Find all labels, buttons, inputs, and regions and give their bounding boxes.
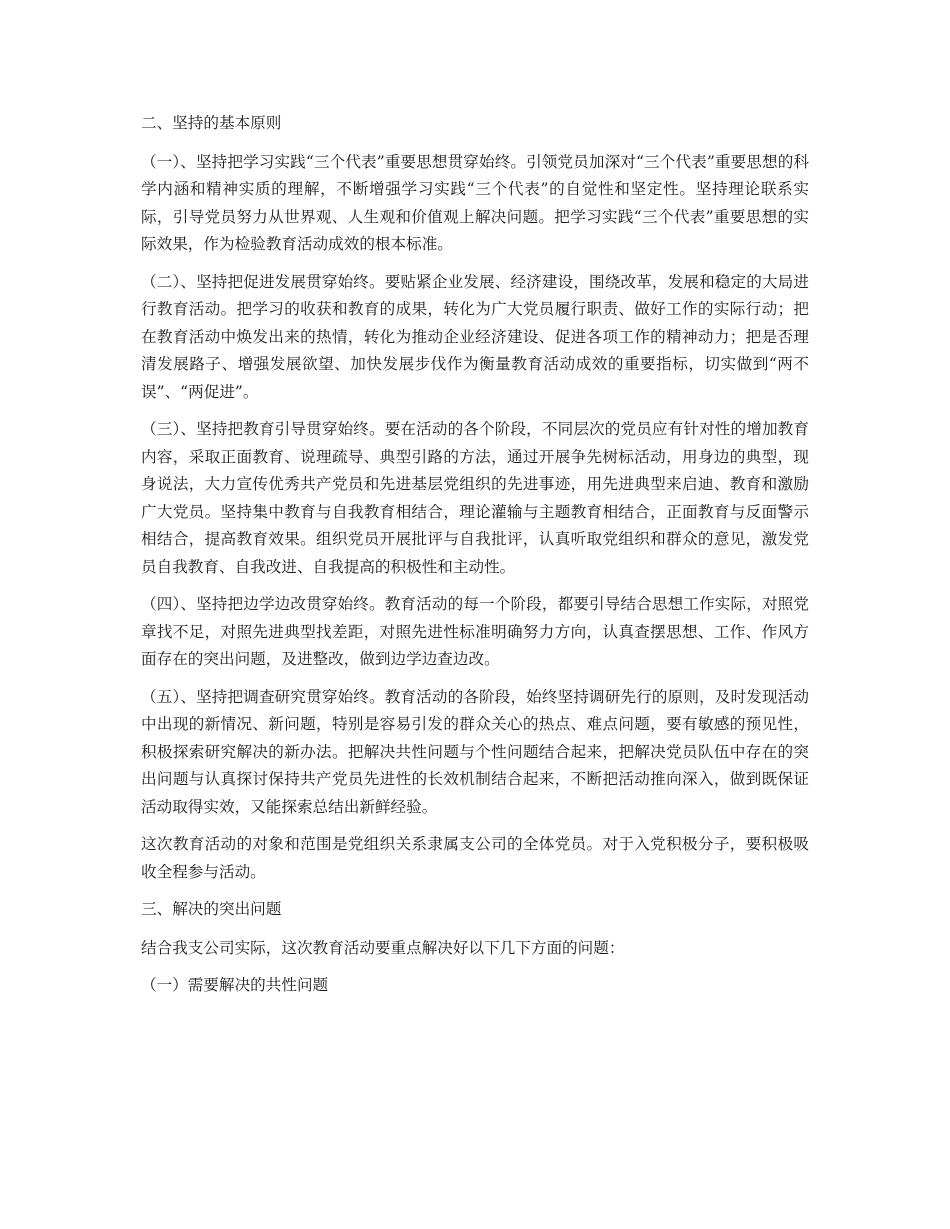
paragraph-principle-5: （五）、坚持把调查研究贯穿始终。教育活动的各阶段，始终坚持调研先行的原则，及时发现活动中出现的新情况、新问题，特别是容易引发的群众关心的热点、难点问题，要有敏感的预见性，积极探索研究解决的新办法。把解决共性问题与个性问题结合起来，把解决党员队伍中存在的突出问题与认真探讨保持共产党员先进性的长效机制结合起来，不断把活动推向深入，做到既保证活动取得实效，又能探索总结出新鲜经验。 <box>141 687 809 816</box>
paragraph-principle-4: （四）、坚持把边学边改贯穿始终。教育活动的每一个阶段，都要引导结合思想工作实际，对照党章找不足，对照先进典型找差距，对照先进性标准明确努力方向，认真查摆思想、工作、作风方面存在的突出问题，及进整改，做到边学边查边改。 <box>141 595 809 668</box>
subheading-common-problems: （一）需要解决的共性问题 <box>141 976 329 994</box>
paragraph-principle-2: （二）、坚持把促进发展贯穿始终。要贴紧企业发展、经济建设，围绕改革，发展和稳定的大局进行教育活动。把学习的收获和教育的成果，转化为广大党员履行职责、做好工作的实际行动；把在教育活动中焕发出来的热情，转化为推动企业经济建设、促进各项工作的精神动力；把是否理清发展路子、增强发展欲望、加快发展步伐作为衡量教育活动成效的重要指标，切实做到“两不误”、“两促进”。 <box>141 272 809 401</box>
paragraph-scope: 这次教育活动的对象和范围是党组织关系隶属支公司的全体党员。对于入党积极分子，要积极吸收全程参与活动。 <box>141 835 809 881</box>
paragraph-problems-intro: 结合我支公司实际，这次教育活动要重点解决好以下几下方面的问题： <box>141 938 625 957</box>
paragraph-principle-3: （三）、坚持把教育引导贯穿始终。要在活动的各个阶段，不同层次的党员应有针对性的增加教育内容，采取正面教育、说理疏导、典型引路的方法，通过开展争先树标活动，用身边的典型，现身说法，大力宣传优秀共产党员和先进基层党组织的先进事迹，用先进典型来启迪、教育和激励广大党员。坚持集中教育与自我教育相结合，理论灌输与主题教育相结合，正面教育与反面警示相结合，提高教育效果。组织党员开展批评与自我批评，认真听取党组织和群众的意见，激发党员自我教育、自我改进、自我提高的积极性和主动性。 <box>141 420 809 576</box>
document-page <box>141 110 809 1011</box>
paragraph-principle-1: （一）、坚持把学习实践“三个代表”重要思想贯穿始终。引领党员加深对“三个代表”重要思想的科学内涵和精神实质的理解，不断增强学习实践“三个代表”的自觉性和坚定性。坚持理论联系实际，引导党员努力从世界观、人生观和价值观上解决问题。把学习实践“三个代表”重要思想的实际效果，作为检验教育活动成效的根本标准。 <box>141 152 809 253</box>
section-heading-problems: 三、解决的突出问题 <box>141 900 282 918</box>
section-heading-principles: 二、坚持的基本原则 <box>141 114 282 132</box>
